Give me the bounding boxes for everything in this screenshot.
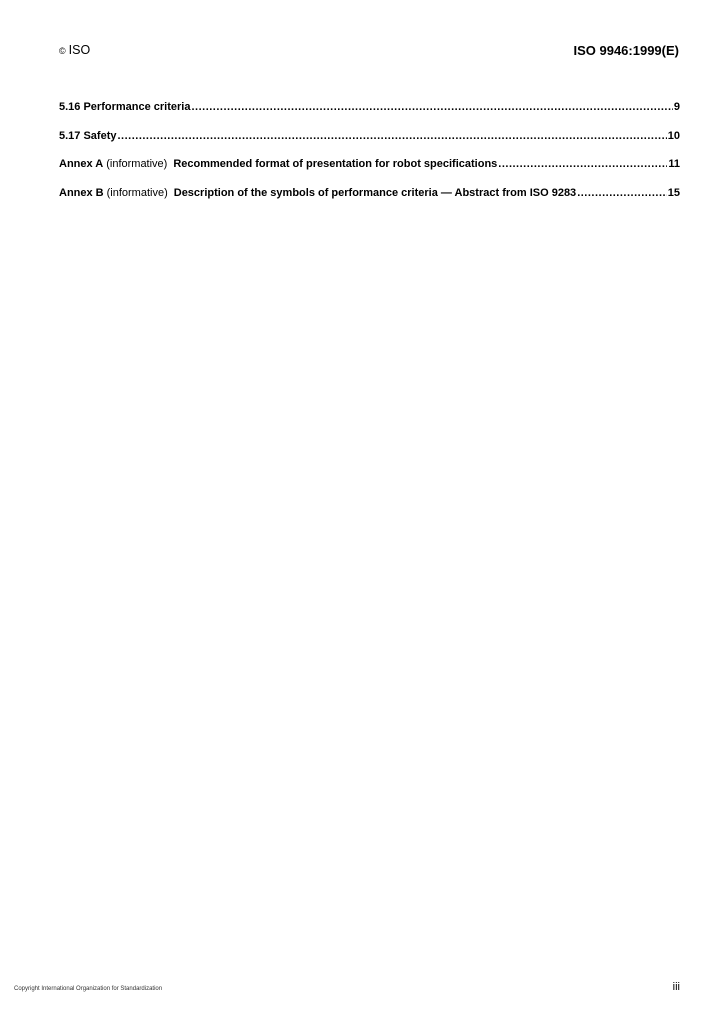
toc-entry-annex-b[interactable] [59, 187, 680, 200]
toc-page-number: 9 [673, 101, 680, 113]
toc-annex-type: (informative) [106, 186, 168, 199]
toc-entry-title: 5.17 Safety [59, 129, 117, 142]
table-of-contents [59, 101, 680, 215]
toc-annex-label: Annex A [59, 158, 104, 170]
toc-entry-5-16[interactable] [59, 101, 680, 114]
document-id: ISO 9946:1999(E) [573, 43, 679, 58]
toc-entry-title: 5.16 Performance criteria [59, 101, 191, 113]
toc-page-number: 11 [668, 158, 680, 170]
toc-leader-dots [191, 101, 672, 114]
copyright-symbol: © [59, 46, 66, 56]
toc-page-number: 10 [667, 129, 680, 142]
toc-annex-label: Annex B [59, 186, 104, 199]
toc-leader-dots [577, 187, 667, 200]
toc-entry-title: Description of the symbols of performance criteria — Abstract from ISO 9283 [173, 186, 577, 199]
footer-copyright: Copyright International Organization for Standardization [14, 986, 163, 992]
toc-entry-5-17[interactable] [59, 130, 680, 143]
page-number: iii [672, 981, 680, 993]
toc-annex-type: (informative) [106, 158, 168, 170]
header-copyright [59, 43, 90, 57]
toc-leader-dots [117, 130, 666, 143]
toc-page-number: 15 [667, 186, 680, 199]
toc-leader-dots [498, 158, 667, 171]
toc-entry-title: Recommended format of presentation for robot specifications [173, 158, 498, 170]
copyright-owner: ISO [68, 43, 91, 57]
toc-entry-annex-a[interactable] [59, 158, 680, 171]
